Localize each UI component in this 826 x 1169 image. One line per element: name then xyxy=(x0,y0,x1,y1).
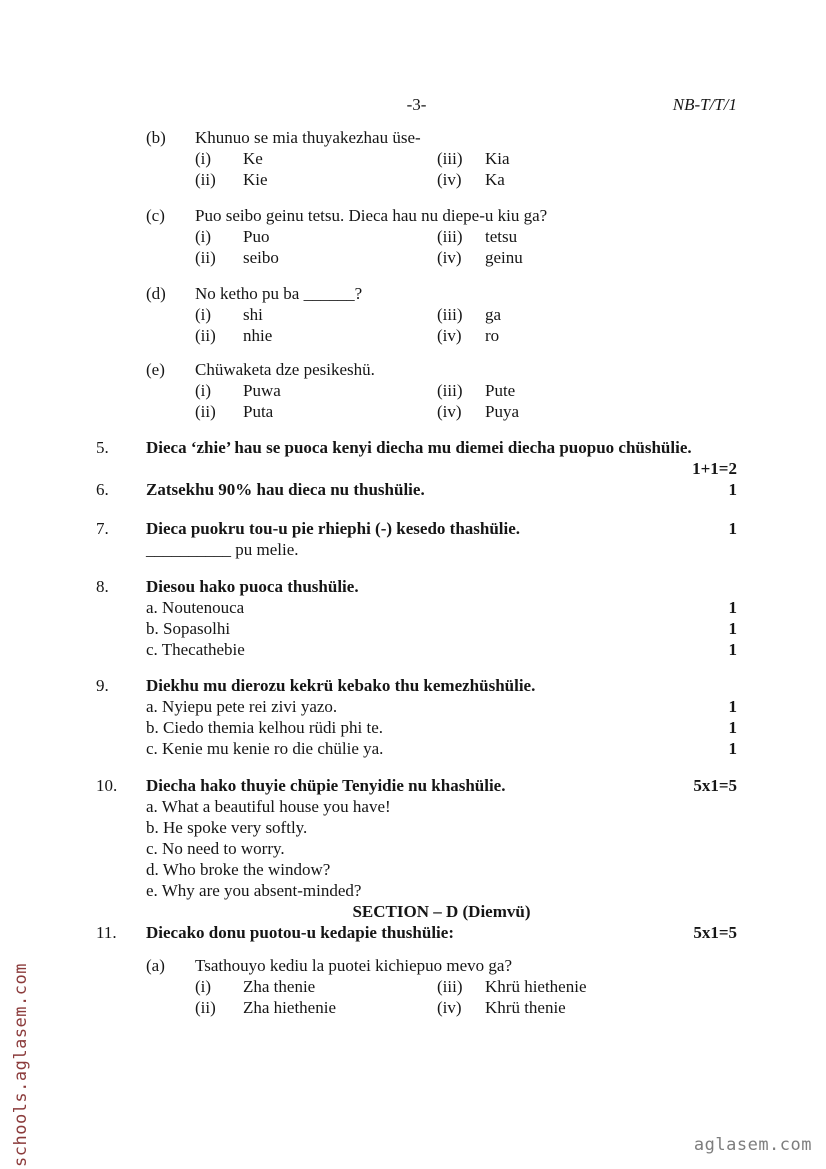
option-text: Zha thenie xyxy=(243,977,316,996)
list-item xyxy=(146,639,737,660)
question-number: 11. xyxy=(96,923,117,942)
list-item xyxy=(146,859,737,880)
question-5 xyxy=(96,437,737,479)
indent-spacer xyxy=(146,976,195,997)
section-heading: SECTION – D (Diemvü) xyxy=(352,902,531,921)
watermark-aglasem: aglasem.com xyxy=(693,1135,812,1155)
option-numeral: (iv) xyxy=(437,326,462,345)
option-numeral: (iv) xyxy=(437,402,462,421)
sub-question-c xyxy=(146,205,737,268)
option-text: Pute xyxy=(485,381,516,400)
list-item xyxy=(146,738,737,759)
option-numeral: (ii) xyxy=(195,402,216,421)
item-text: c. Kenie mu kenie ro die chülie ya. xyxy=(146,739,384,758)
list-item xyxy=(146,717,737,738)
question-7 xyxy=(96,518,737,560)
item-text: b. Ciedo themia kelhou rüdi phi te. xyxy=(146,718,384,737)
question-number: 10. xyxy=(96,776,118,795)
option-numeral: (i) xyxy=(195,149,212,168)
option-numeral: (i) xyxy=(195,227,212,246)
indent-spacer xyxy=(146,169,195,190)
sub-question-stem: Puo seibo geinu tetsu. Dieca hau nu diepe-u kiu ga? xyxy=(195,206,548,225)
marks: 5x1=5 xyxy=(693,923,737,942)
question-number: 7. xyxy=(96,519,109,538)
marks: 1 xyxy=(728,519,737,538)
option-numeral: (iii) xyxy=(437,227,463,246)
sub-question-stem: Khunuo se mia thuyakezhau üse- xyxy=(195,128,421,147)
question-10 xyxy=(96,775,737,901)
item-text: e. Why are you absent-minded? xyxy=(146,881,362,900)
option-text: Kia xyxy=(485,149,510,168)
option-numeral: (iii) xyxy=(437,305,463,324)
option-text: geinu xyxy=(485,248,523,267)
marks: 1 xyxy=(728,640,737,659)
list-item xyxy=(146,696,737,717)
question-8 xyxy=(96,576,737,660)
option-numeral: (iv) xyxy=(437,998,462,1017)
sub-question-label: (d) xyxy=(146,284,166,303)
option-text: shi xyxy=(243,305,263,324)
marks: 1 xyxy=(728,480,737,499)
marks: 1 xyxy=(728,697,737,716)
list-item xyxy=(146,838,737,859)
question-number: 9. xyxy=(96,676,109,695)
option-numeral: (ii) xyxy=(195,248,216,267)
sub-question-stem: Chüwaketa dze pesikeshü. xyxy=(195,360,375,379)
question-number: 6. xyxy=(96,480,109,499)
sub-question-label: (c) xyxy=(146,206,165,225)
indent-spacer xyxy=(146,325,195,346)
question-number: 5. xyxy=(96,438,109,457)
option-numeral: (ii) xyxy=(195,326,216,345)
option-text: nhie xyxy=(243,326,273,345)
sub-question-stem: No ketho pu ba ______? xyxy=(195,284,363,303)
marks: 1 xyxy=(728,718,737,737)
sub-question-label: (e) xyxy=(146,360,165,379)
option-text: ro xyxy=(485,326,500,345)
option-numeral: (i) xyxy=(195,977,212,996)
indent-spacer xyxy=(96,539,146,560)
item-text: d. Who broke the window? xyxy=(146,860,331,879)
option-text: tetsu xyxy=(485,227,518,246)
sub-question-label: (a) xyxy=(146,956,165,975)
page-number: -3- xyxy=(406,95,427,114)
question-text: Dieca ‘zhie’ hau se puoca kenyi diecha mu diemei diecha puopuo chüshülie. xyxy=(146,438,692,457)
indent-spacer xyxy=(146,247,195,268)
item-text: c. Thecathebie xyxy=(146,640,245,659)
option-numeral: (ii) xyxy=(195,998,216,1017)
option-text: Puya xyxy=(485,402,519,421)
question-11 xyxy=(96,922,737,943)
option-text: Khrü thenie xyxy=(485,998,566,1017)
indent-spacer xyxy=(146,304,195,325)
option-numeral: (iii) xyxy=(437,977,463,996)
indent-spacer xyxy=(146,226,195,247)
list-item xyxy=(146,597,737,618)
option-text: seibo xyxy=(243,248,279,267)
option-numeral: (iii) xyxy=(437,149,463,168)
sub-question-stem: Tsathouyo kediu la puotei kichiepuo mevo ga? xyxy=(195,956,513,975)
sub-question-label: (b) xyxy=(146,128,166,147)
question-number: 8. xyxy=(96,577,109,596)
indent-spacer xyxy=(146,401,195,422)
list-item xyxy=(146,880,737,901)
question-6 xyxy=(96,479,737,500)
option-text: Khrü hiethenie xyxy=(485,977,587,996)
sub-question-d xyxy=(146,283,737,346)
marks: 5x1=5 xyxy=(693,776,737,795)
question-9 xyxy=(96,675,737,759)
marks: 1 xyxy=(728,619,737,638)
option-numeral: (iii) xyxy=(437,381,463,400)
question-text: Diesou hako puoca thushülie. xyxy=(146,577,359,596)
option-numeral: (iv) xyxy=(437,170,462,189)
question-text: Diecako donu puotou-u kedapie thushülie: xyxy=(146,923,454,942)
item-text: a. Noutenouca xyxy=(146,598,245,617)
item-text: a. What a beautiful house you have! xyxy=(146,797,391,816)
item-text: a. Nyiepu pete rei zivi yazo. xyxy=(146,697,338,716)
option-text: ga xyxy=(485,305,502,324)
option-text: Puwa xyxy=(243,381,281,400)
option-numeral: (i) xyxy=(195,305,212,324)
option-text: Ka xyxy=(485,170,505,189)
option-numeral: (iv) xyxy=(437,248,462,267)
option-text: Puta xyxy=(243,402,274,421)
item-text: c. No need to worry. xyxy=(146,839,285,858)
marks: 1 xyxy=(728,598,737,617)
option-numeral: (ii) xyxy=(195,170,216,189)
list-item xyxy=(146,618,737,639)
fill-blank-line: __________ pu melie. xyxy=(146,540,299,559)
item-text: b. Sopasolhi xyxy=(146,619,231,638)
marks: 1 xyxy=(728,739,737,758)
sub-question-b xyxy=(146,127,737,190)
watermark-schools-aglasem: schools.aglasem.com xyxy=(11,963,31,1167)
option-text: Ke xyxy=(243,149,263,168)
marks: 1+1=2 xyxy=(692,459,737,478)
question-text: Diekhu mu dierozu kekrü kebako thu kemezhüshülie. xyxy=(146,676,536,695)
option-text: Kie xyxy=(243,170,268,189)
indent-spacer xyxy=(146,380,195,401)
sub-question-e xyxy=(146,359,737,422)
page-content xyxy=(96,94,737,1018)
item-text: b. He spoke very softly. xyxy=(146,818,308,837)
option-text: Zha hiethenie xyxy=(243,998,336,1017)
page-header xyxy=(96,94,737,115)
question-text: Diecha hako thuyie chüpie Tenyidie nu khashülie. xyxy=(146,776,506,795)
indent-spacer xyxy=(146,997,195,1018)
question-text: Dieca puokru tou-u pie rhiephi (-) kesedo thashülie. xyxy=(146,519,521,538)
list-item xyxy=(146,796,737,817)
sub-question-11a xyxy=(146,955,737,1018)
option-numeral: (i) xyxy=(195,381,212,400)
paper-code: NB-T/T/1 xyxy=(672,95,737,114)
question-text: Zatsekhu 90% hau dieca nu thushülie. xyxy=(146,480,425,499)
option-text: Puo xyxy=(243,227,270,246)
list-item xyxy=(146,817,737,838)
indent-spacer xyxy=(146,148,195,169)
